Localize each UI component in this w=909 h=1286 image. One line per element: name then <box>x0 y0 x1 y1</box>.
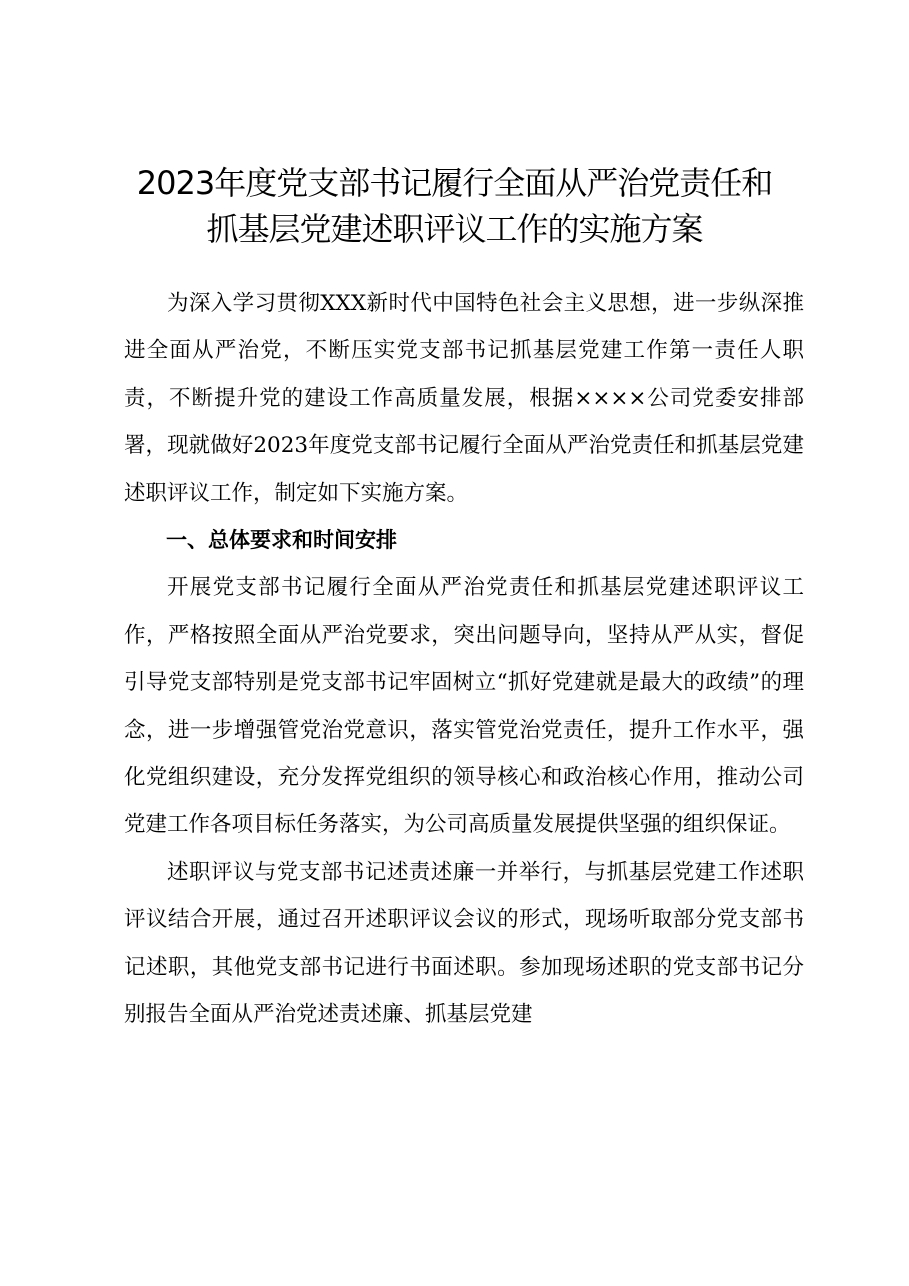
title-line-2: 抓基层党建述职评议工作的实施方案 <box>206 210 703 248</box>
paragraph-intro: 为深入学习贯彻XXX新时代中国特色社会主义思想，进一步纵深推进全面从严治党，不断压实党支部书记抓基层党建工作第一责任人职责，不断提升党的建设工作高质量发展，根据××××公司党委安排部署，现就做好2023年度党支部书记履行全面从严治党责任和抓基层党建述职评议工作，制定如下实施方案。 <box>124 291 804 506</box>
document-title <box>100 160 809 252</box>
title-line-1: 2023年度党支部书记履行全面从严治党责任和 <box>136 164 773 202</box>
section-heading-1: 一、总体要求和时间安排 <box>166 528 397 553</box>
document-body <box>124 280 804 1039</box>
paragraph-format: 述职评议与党支部书记述责述廉一并举行，与抓基层党建工作述职评议结合开展，通过召开述职评议会议的形式，现场听取部分党支部书记述职，其他党支部书记进行书面述职。参加现场述职的党支部书记分别报告全面从严治党述责述廉、抓基层党建 <box>124 859 804 1028</box>
paragraph-requirements: 开展党支部书记履行全面从严治党责任和抓基层党建述职评议工作，严格按照全面从严治党要求，突出问题导向，坚持从严从实，督促引导党支部特别是党支部书记牢固树立“抓好党建就是最大的政绩”的理念，进一步增强管党治党意识，落实管党治党责任，提升工作水平，强化党组织建设，充分发挥党组织的领导核心和政治核心作用，推动公司党建工作各项目标任务落实，为公司高质量发展提供坚强的组织保证。 <box>124 575 804 838</box>
